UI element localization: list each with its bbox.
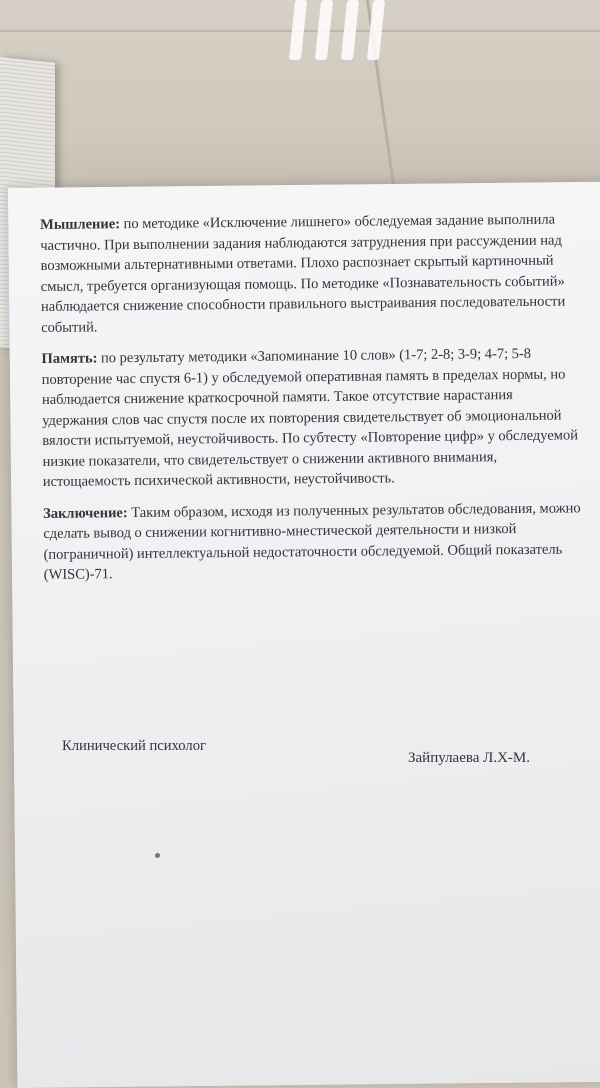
section-heading: Мышление: xyxy=(40,216,121,233)
section-conclusion xyxy=(43,498,584,586)
section-heading: Память: xyxy=(41,350,98,367)
section-text: по методике «Исключение лишнего» обследуемая задание выполнила частично. При выполнении задания наблюдаются затруднения при рассуждении над возможными альтернативными ответами. Плохо распознает скрытый картиночный смысл, требуется организующая помощь. По методике «Познавательность событий» наблюдается снижение способности правильного выстраивания последовательности событий. xyxy=(40,211,566,336)
paper-speck xyxy=(155,853,160,858)
section-thinking xyxy=(40,209,581,338)
document-body xyxy=(40,209,584,596)
signature-name: Зайпулаева Л.Х-М. xyxy=(408,750,530,766)
signature-role: Клинический психолог xyxy=(62,738,206,754)
section-heading: Заключение: xyxy=(43,504,128,522)
section-memory xyxy=(41,343,582,492)
section-text: по результату методики «Запоминание 10 слов» (1-7; 2-8; 3-9; 4-7; 5-8 повторение час спустя 6-1) у обследуемой оперативная память в пределах нормы, но наблюдается снижение краткосрочной памяти. Такое отсутствие нарастания удержания слов час спустя после их повторения свидетельствует об эмоциональной вялости испытуемой, неустойчивость. По субтесту «Повторение цифр» у обследуемой низкие показатели, что свидетельствует о снижении активного внимания, истощаемость психической активности, неустойчивость. xyxy=(41,345,579,490)
section-text: Таким образом, исходя из полученных результатов обследования, можно сделать вывод о снижении когнитивно-мнестической деятельности и низкой (пограничной) интеллектуальной недостаточности обследуемой. Общий показатель (WISC)-71. xyxy=(43,499,581,583)
